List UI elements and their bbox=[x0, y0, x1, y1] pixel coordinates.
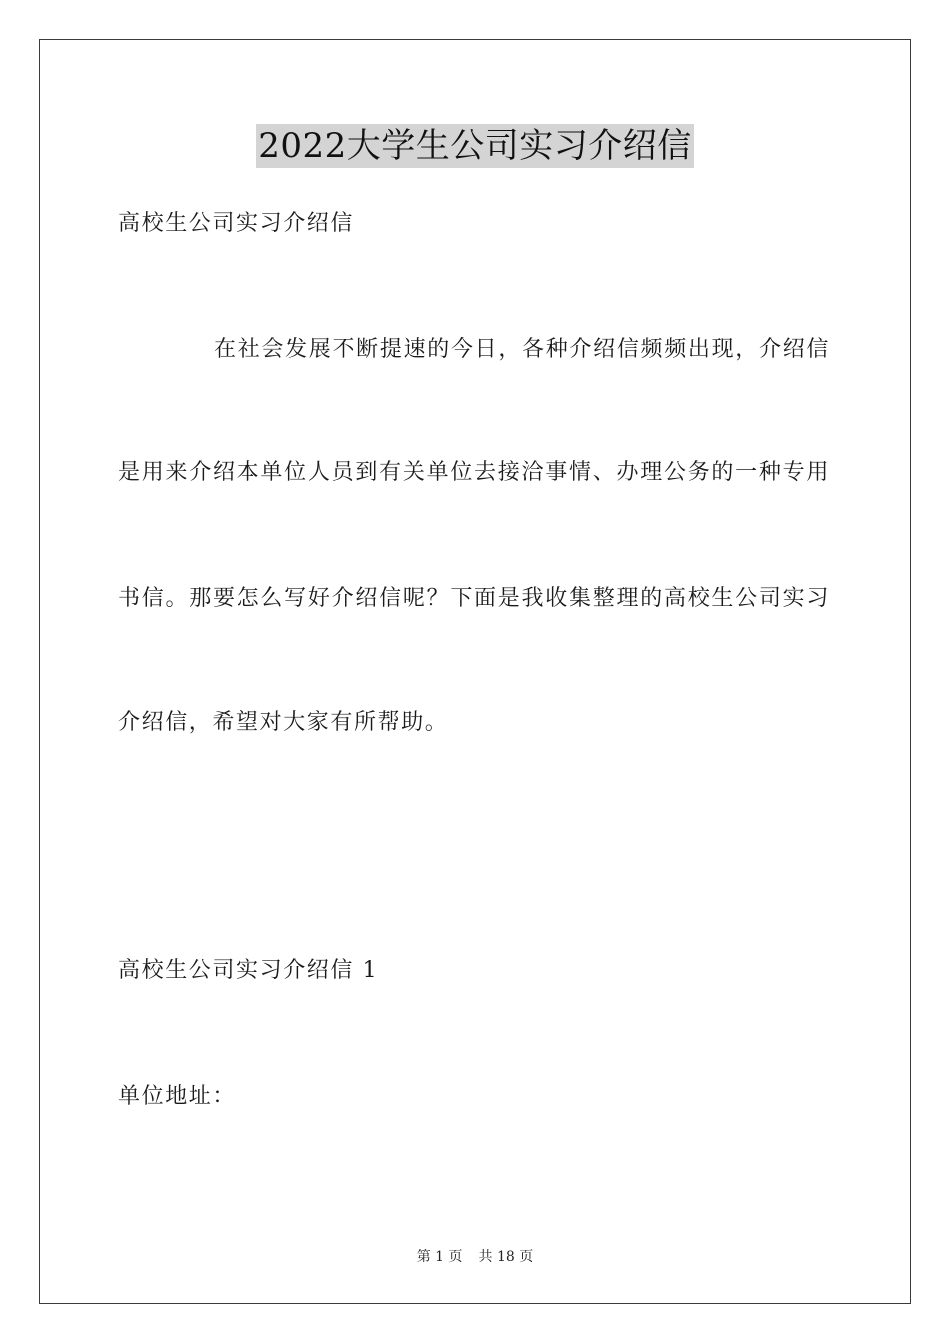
intro-line-1: 在社会发展不断提速的今日，各种介绍信频频出现，介绍信 bbox=[214, 337, 830, 362]
section-heading: 高校生公司实习介绍信 1 bbox=[118, 958, 379, 983]
page-number-current: 第 1 页 bbox=[416, 1249, 463, 1265]
intro-line-3: 书信。那要怎么写好介绍信呢？下面是我收集整理的高校生公司实习 bbox=[118, 586, 830, 611]
title-wrapper bbox=[0, 124, 950, 168]
page-number-total: 共 18 页 bbox=[478, 1249, 534, 1265]
document-title: 2022大学生公司实习介绍信 bbox=[258, 126, 692, 166]
intro-line-4: 介绍信，希望对大家有所帮助。 bbox=[118, 710, 449, 735]
intro-line-2: 是用来介绍本单位人员到有关单位去接洽事情、办理公务的一种专用 bbox=[118, 460, 830, 485]
document-subtitle: 高校生公司实习介绍信 bbox=[118, 211, 355, 236]
page-footer bbox=[0, 1247, 950, 1267]
unit-address-label: 单位地址： bbox=[118, 1084, 237, 1109]
